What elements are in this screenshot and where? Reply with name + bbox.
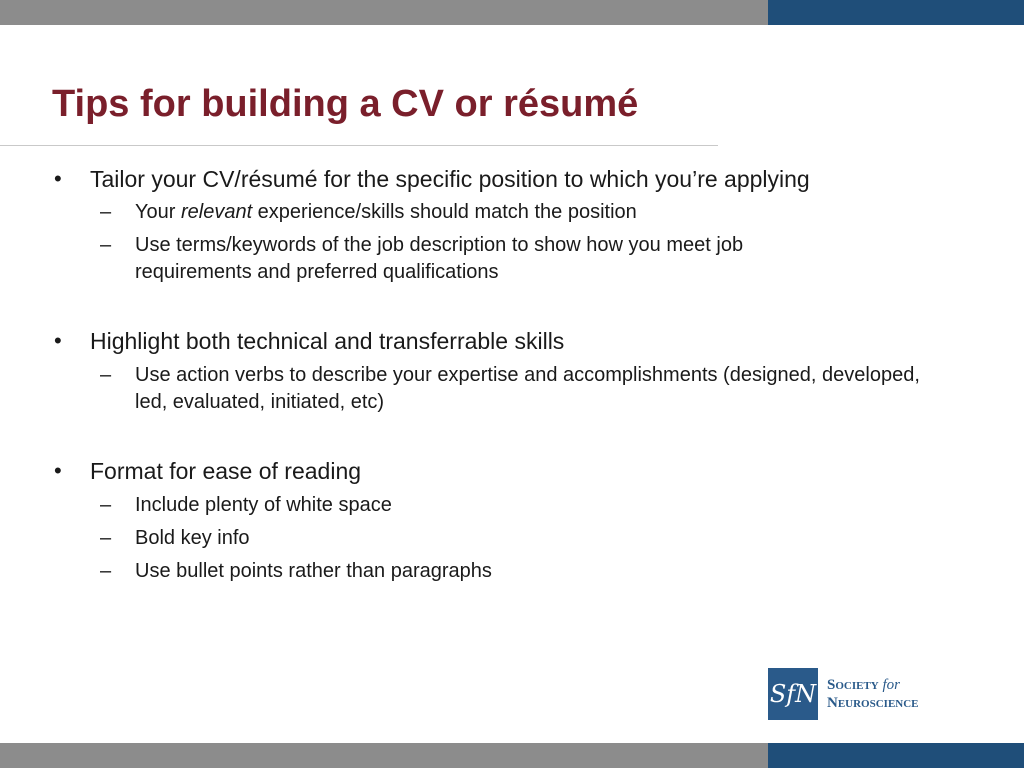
- logo-line-2: Neuroscience: [827, 695, 919, 711]
- bullet-marker: •: [54, 458, 62, 483]
- bottom-bar-blue: [768, 743, 1024, 768]
- sub-bullet-marker: –: [100, 494, 112, 516]
- sub-bullet-text: Bold key info: [135, 527, 250, 549]
- sfn-logo: [768, 668, 943, 724]
- sub-bullet-marker: –: [100, 201, 112, 223]
- logo-for: for: [882, 677, 901, 693]
- logo-society: Society: [827, 677, 879, 693]
- sub-bullet-text: Use bullet points rather than paragraphs: [135, 560, 492, 582]
- bullet-text: Format for ease of reading: [90, 458, 362, 484]
- title-underline: [0, 145, 718, 146]
- sub-bullet-marker: –: [100, 364, 112, 386]
- bottom-bar-gray: [0, 743, 768, 768]
- bullet-marker: •: [54, 166, 62, 191]
- sfn-logo-mark: SfN: [768, 668, 818, 720]
- bullet-marker: •: [54, 328, 62, 353]
- sub-bullet-text: Use terms/keywords of the job description to show how you meet job requirements and preferred qualifications: [135, 234, 744, 283]
- sfn-logo-wordmark: [827, 676, 919, 712]
- emphasis-word: relevant: [180, 201, 253, 223]
- bullet-text: Highlight both technical and transferrable skills: [90, 328, 565, 354]
- top-bar-blue: [768, 0, 1024, 25]
- logo-line-1: [827, 676, 919, 694]
- sub-bullet-marker: –: [100, 560, 112, 582]
- bullet-text: Tailor your CV/résumé for the specific position to which you’re applying: [90, 166, 810, 192]
- sub-bullet-prefix: Your: [135, 201, 181, 223]
- bottom-bar: [0, 743, 1024, 768]
- sub-bullet-suffix: experience/skills should match the position: [252, 201, 637, 223]
- sub-bullet-text: [135, 199, 935, 226]
- top-bar-gray: [0, 0, 768, 25]
- sub-bullet-text: Use action verbs to describe your expertise and accomplishments (designed, developed, led, evaluated, initiated, etc): [135, 364, 920, 413]
- slide-title: Tips for building a CV or résumé: [52, 83, 639, 125]
- sub-bullet-marker: –: [100, 527, 112, 549]
- sub-bullet-text: Include plenty of white space: [135, 494, 392, 516]
- sub-bullet-marker: –: [100, 234, 112, 256]
- top-bar: [0, 0, 1024, 25]
